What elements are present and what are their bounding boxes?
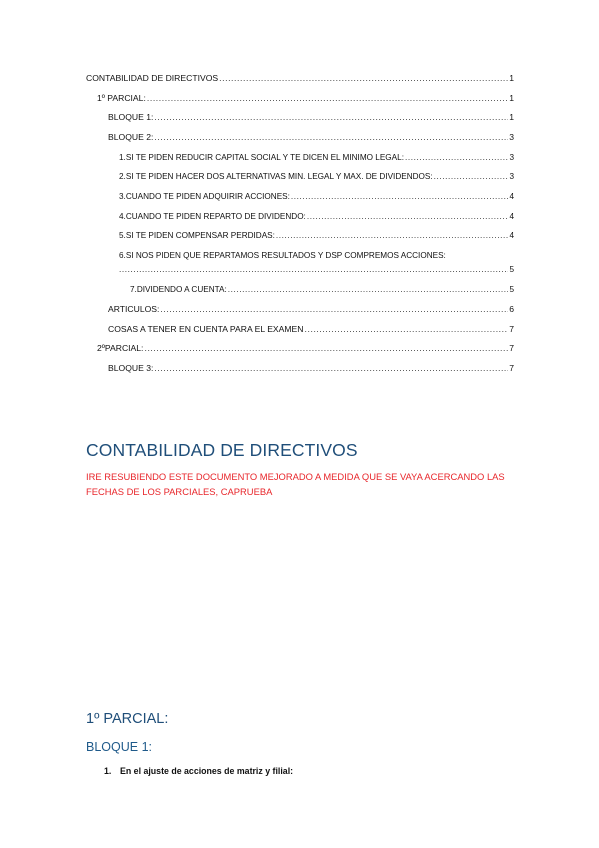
toc-entry-page: 4 — [509, 192, 514, 201]
toc-entry[interactable] — [97, 93, 514, 104]
toc-leader — [154, 132, 508, 143]
document-title: CONTABILIDAD DE DIRECTIVOS — [86, 440, 358, 460]
toc-entry-continuation[interactable] — [119, 264, 514, 275]
toc-entry-title: 5.SI TE PIDEN COMPENSAR PERDIDAS: — [119, 231, 275, 240]
toc-entry-title: 3.CUANDO TE PIDEN ADQUIRIR ACCIONES: — [119, 192, 290, 201]
toc-entry-title: BLOQUE 3: — [108, 363, 154, 373]
toc-entry[interactable] — [119, 152, 514, 163]
toc-leader — [228, 284, 509, 295]
section-heading: 1º PARCIAL: — [86, 711, 169, 727]
toc-entry[interactable] — [119, 171, 514, 182]
toc-entry[interactable] — [119, 191, 514, 202]
toc-entry[interactable] — [119, 230, 514, 241]
toc-entry-page: 6 — [509, 304, 514, 314]
toc-entry-page: 3 — [509, 172, 514, 181]
toc-leader — [144, 343, 508, 354]
toc-entry-title: 7.DIVIDENDO A CUENTA: — [130, 285, 227, 294]
toc-entry-title: 4.CUANDO TE PIDEN REPARTO DE DIVIDENDO: — [119, 212, 306, 221]
toc-entry[interactable] — [108, 324, 514, 335]
toc-entry-page: 4 — [509, 212, 514, 221]
toc-entry-title: 1.SI TE PIDEN REDUCIR CAPITAL SOCIAL Y TE DICEN EL MINIMO LEGAL: — [119, 153, 404, 162]
toc-entry[interactable] — [119, 250, 514, 261]
toc-leader — [276, 230, 509, 241]
toc-entry[interactable] — [119, 211, 514, 222]
toc-entry-page: 5 — [509, 285, 514, 294]
toc-entry-page: 3 — [509, 132, 514, 142]
toc-entry[interactable] — [108, 112, 514, 123]
toc-entry-page: 5 — [509, 265, 514, 274]
toc-entry-page: 1 — [509, 112, 514, 122]
toc-entry-title: 2ºPARCIAL: — [97, 343, 144, 353]
toc-entry-title: CONTABILIDAD DE DIRECTIVOS — [86, 73, 219, 83]
toc-entry-page: 7 — [509, 343, 514, 353]
toc-entry-page: 7 — [509, 324, 514, 334]
toc-entry-page: 4 — [509, 231, 514, 240]
toc-entry[interactable] — [108, 363, 514, 374]
toc-leader — [434, 171, 509, 182]
toc-leader — [291, 191, 509, 202]
toc-leader — [154, 363, 508, 374]
numbered-list-item — [104, 766, 293, 776]
toc-entry[interactable] — [108, 304, 514, 315]
toc-entry-title: BLOQUE 1: — [108, 112, 154, 122]
toc-entry-title: ARTICULOS: — [108, 304, 160, 314]
toc-leader — [219, 73, 508, 84]
toc-entry[interactable] — [86, 73, 514, 84]
toc-entry-title: BLOQUE 2: — [108, 132, 154, 142]
toc-entry[interactable] — [97, 343, 514, 354]
toc-leader — [304, 324, 508, 335]
toc-entry-page: 1 — [509, 93, 514, 103]
toc-entry-title: COSAS A TENER EN CUENTA PARA EL EXAMEN — [108, 324, 304, 334]
toc-entry-page: 7 — [509, 363, 514, 373]
toc-entry-page: 3 — [509, 153, 514, 162]
toc-entry-title: 2.SI TE PIDEN HACER DOS ALTERNATIVAS MIN. LEGAL Y MAX. DE DIVIDENDOS: — [119, 172, 433, 181]
toc-leader — [147, 93, 508, 104]
toc-leader — [160, 304, 508, 315]
list-item-number: 1. — [104, 766, 112, 776]
list-item-text: En el ajuste de acciones de matriz y filial: — [120, 766, 294, 776]
toc-entry-title: 1º PARCIAL: — [97, 93, 146, 103]
red-notice-text: IRE RESUBIENDO ESTE DOCUMENTO MEJORADO A MEDIDA QUE SE VAYA ACERCANDO LAS FECHAS DE LOS PARCIALES, CAPRUEBA — [86, 471, 505, 497]
toc-entry-title: 6.SI NOS PIDEN QUE REPARTAMOS RESULTADOS Y DSP COMPREMOS ACCIONES: — [119, 251, 446, 260]
toc-entry-page: 1 — [509, 73, 514, 83]
toc-entry[interactable] — [130, 284, 514, 295]
toc-leader — [119, 264, 508, 275]
subsection-heading: BLOQUE 1: — [86, 740, 152, 754]
toc-leader — [405, 152, 508, 163]
toc-entry[interactable] — [108, 132, 514, 143]
toc-leader — [307, 211, 509, 222]
toc-leader — [154, 112, 508, 123]
